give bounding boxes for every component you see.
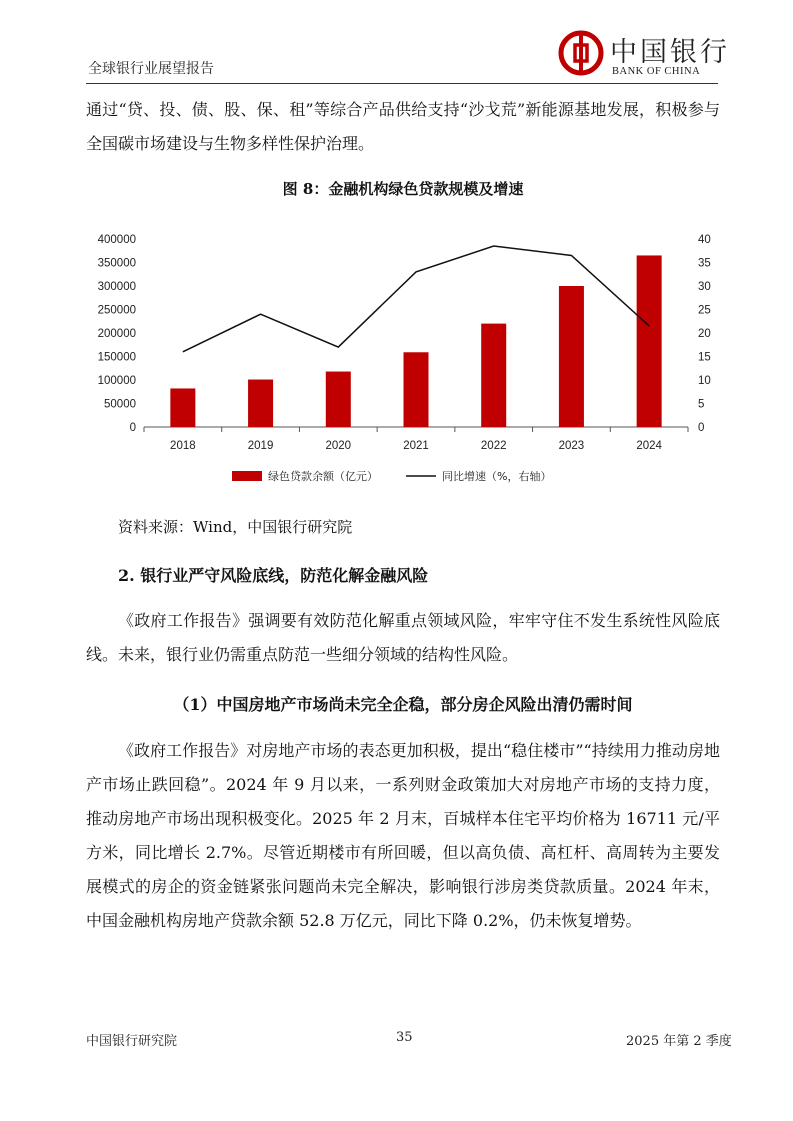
- logo-chinese-name: 中国银行: [610, 37, 730, 68]
- bar-2023: [559, 286, 584, 427]
- legend-line-label: 同比增速（%，右轴）: [442, 470, 552, 483]
- header-divider: [86, 83, 718, 84]
- y-left-tick-label: 200000: [97, 328, 136, 340]
- y-right-tick-label: 5: [698, 398, 705, 411]
- y-right-tick-label: 25: [698, 304, 711, 317]
- bar-2022: [481, 324, 506, 427]
- bank-logo-icon: [558, 30, 604, 76]
- y-left-tick-label: 300000: [97, 281, 136, 293]
- y-right-tick-label: 20: [698, 328, 711, 340]
- x-tick-label: 2021: [403, 440, 429, 452]
- y-right-tick-label: 30: [698, 281, 711, 293]
- x-tick-label: 2020: [325, 440, 352, 452]
- y-left-tick-label: 0: [129, 422, 136, 434]
- logo-english-name: BANK OF CHINA: [612, 66, 701, 77]
- subsection-paragraph: 《政府工作报告》对房地产市场的表态更加积极，提出“稳住楼市”“持续用力推动房地产市场止跌回稳”。2024 年 9 月以来，一系列财金政策加大对房地产市场的支持力度，推动房地产市场出现积极变化。2025 年 2 月末，百城样本住宅平均价格为 16711 元/平方米，同比增长 2.7%。尽管近期楼市有所回暖，但以高负债、高杠杆、高周转为主要发展模式的房企的资金链紧张问题尚未完全解决，影响银行涉房类贷款质量。2024 年末，中国金融机构房地产贷款余额 52.8 万亿元，同比下降 0.2%，仍未恢复增势。: [86, 741, 720, 930]
- y-left-tick-label: 350000: [97, 257, 136, 270]
- section-paragraph: 《政府工作报告》强调要有效防范化解重点领域风险，牢牢守住不发生系统性风险底线。未来，银行业仍需重点防范一些细分领域的结构性风险。: [86, 611, 720, 664]
- bar-2019: [248, 380, 273, 427]
- y-right-tick-label: 0: [698, 422, 705, 434]
- y-right-tick-label: 40: [698, 234, 711, 246]
- figure-source: 资料来源：Wind，中国银行研究院: [118, 518, 353, 536]
- x-tick-label: 2023: [558, 440, 585, 452]
- bar-2024: [637, 255, 662, 427]
- y-right-tick-label: 35: [698, 257, 711, 270]
- y-left-tick-label: 400000: [97, 234, 136, 246]
- legend-bar-swatch: [232, 471, 262, 481]
- x-tick-label: 2019: [247, 440, 274, 452]
- report-title: 全球银行业展望报告: [88, 61, 214, 77]
- bar-2020: [326, 372, 351, 427]
- figure-title: 图 8：金融机构绿色贷款规模及增速: [282, 180, 524, 198]
- green-loan-chart: [80, 225, 720, 495]
- page-number: 35: [396, 1030, 413, 1045]
- bar-2021: [404, 352, 429, 427]
- y-left-tick-label: 250000: [97, 304, 136, 317]
- intro-paragraph: 通过“贷、投、债、股、保、租”等综合产品供给支持“沙戈荒”新能源基地发展，积极参与全国碳市场建设与生物多样性保护治理。: [86, 100, 720, 153]
- subsection-heading: （1）中国房地产市场尚未完全企稳，部分房企风险出清仍需时间: [173, 695, 633, 714]
- x-tick-label: 2022: [480, 440, 507, 452]
- x-tick-label: 2024: [636, 440, 662, 452]
- section-heading: 2. 银行业严守风险底线，防范化解金融风险: [118, 566, 429, 585]
- y-right-tick-label: 15: [698, 351, 711, 364]
- y-left-tick-label: 150000: [97, 351, 136, 364]
- x-tick-label: 2018: [170, 440, 196, 452]
- footer-organization: 中国银行研究院: [86, 1034, 178, 1049]
- bar-2018: [170, 388, 195, 427]
- legend-bar-label: 绿色贷款余额（亿元）: [268, 470, 378, 483]
- y-left-tick-label: 100000: [97, 375, 136, 387]
- y-left-tick-label: 50000: [104, 398, 136, 411]
- footer-quarter: 2025 年第 2 季度: [626, 1034, 732, 1049]
- y-right-tick-label: 10: [698, 375, 711, 387]
